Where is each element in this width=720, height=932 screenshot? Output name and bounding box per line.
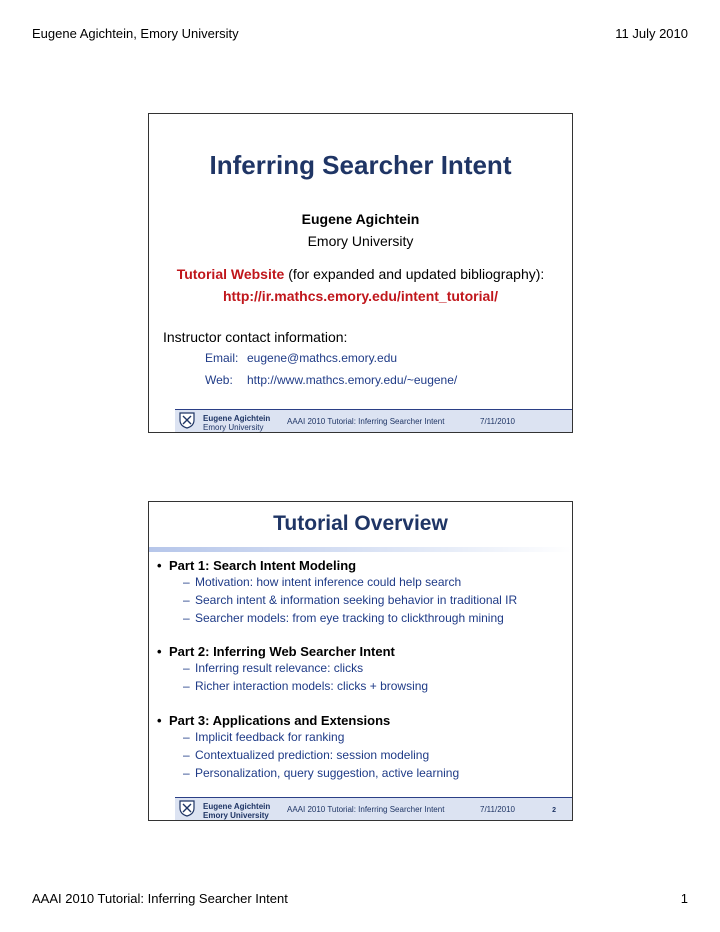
web-url-link[interactable]: http://www.mathcs.emory.edu/~eugene/	[247, 373, 458, 387]
dash-bullet-icon: –	[183, 730, 190, 744]
tutorial-website-label: Tutorial Website	[176, 266, 285, 282]
section-part-1	[157, 558, 517, 627]
section-heading: Part 2: Inferring Web Searcher Intent	[169, 644, 395, 659]
page-footer-title: AAAI 2010 Tutorial: Inferring Searcher Intent	[32, 891, 288, 906]
list-item	[183, 660, 428, 677]
list-item-text: Searcher models: from eye tracking to clickthrough mining	[195, 611, 504, 625]
slide-footer	[175, 409, 572, 432]
list-item-text: Implicit feedback for ranking	[195, 730, 345, 744]
dash-bullet-icon: –	[183, 593, 190, 607]
email-label: Email:	[205, 351, 239, 365]
tutorial-website-note: (for expanded and updated bibliography):	[284, 266, 545, 282]
dash-bullet-icon: –	[183, 611, 190, 625]
slide-2	[148, 501, 573, 821]
footer-affiliation: Emory University	[203, 811, 269, 820]
title-divider	[149, 547, 572, 552]
slide-title: Inferring Searcher Intent	[209, 150, 512, 180]
page-number: 1	[680, 891, 688, 906]
footer-title: AAAI 2010 Tutorial: Inferring Searcher Intent	[287, 417, 445, 426]
slide-footer	[175, 797, 572, 820]
page-header-date: 11 July 2010	[615, 26, 688, 41]
list-item-text: Search intent & information seeking behavior in traditional IR	[195, 593, 518, 607]
list-item-text: Personalization, query suggestion, active learning	[195, 766, 460, 780]
dash-bullet-icon: –	[183, 766, 190, 780]
emory-shield-icon	[178, 411, 196, 429]
footer-date: 7/11/2010	[480, 805, 515, 814]
list-item	[183, 592, 517, 609]
footer-author: Eugene Agichtein	[203, 414, 271, 423]
bullet-icon: •	[157, 558, 162, 573]
page-header-left: Eugene Agichtein, Emory University	[32, 26, 239, 41]
list-item	[183, 729, 459, 746]
web-label: Web:	[205, 373, 233, 387]
list-item	[183, 610, 517, 627]
list-item-text: Motivation: how intent inference could help search	[195, 575, 462, 589]
list-item-text: Contextualized prediction: session modeling	[195, 748, 430, 762]
section-heading: Part 3: Applications and Extensions	[169, 713, 391, 728]
email-value[interactable]: eugene@mathcs.emory.edu	[247, 351, 398, 365]
list-item-text: Richer interaction models: clicks + browsing	[195, 679, 429, 693]
bullet-icon: •	[157, 644, 162, 659]
slide-title: Tutorial Overview	[273, 512, 448, 535]
footer-date: 7/11/2010	[480, 417, 515, 426]
emory-shield-icon	[178, 799, 196, 817]
list-item	[183, 747, 459, 764]
list-item	[183, 678, 428, 695]
list-item	[183, 574, 517, 591]
contact-heading: Instructor contact information:	[163, 329, 348, 345]
section-part-2	[157, 644, 428, 695]
footer-title: AAAI 2010 Tutorial: Inferring Searcher Intent	[287, 805, 445, 814]
footer-author: Eugene Agichtein	[203, 802, 271, 811]
author-affiliation: Emory University	[307, 233, 414, 249]
dash-bullet-icon: –	[183, 679, 190, 693]
author-name: Eugene Agichtein	[301, 211, 420, 227]
web-row	[205, 373, 457, 387]
dash-bullet-icon: –	[183, 575, 190, 589]
tutorial-url-link[interactable]: http://ir.mathcs.emory.edu/intent_tutorial/	[222, 288, 499, 304]
footer-affiliation: Emory University	[203, 423, 264, 432]
tutorial-website-line	[149, 266, 572, 282]
dash-bullet-icon: –	[183, 661, 190, 675]
section-part-3	[157, 713, 459, 782]
dash-bullet-icon: –	[183, 748, 190, 762]
list-item	[183, 765, 459, 782]
slide-number: 2	[552, 807, 556, 814]
slide-1	[148, 113, 573, 433]
bullet-icon: •	[157, 713, 162, 728]
section-heading: Part 1: Search Intent Modeling	[169, 558, 357, 573]
email-row	[205, 351, 397, 365]
list-item-text: Inferring result relevance: clicks	[195, 661, 364, 675]
